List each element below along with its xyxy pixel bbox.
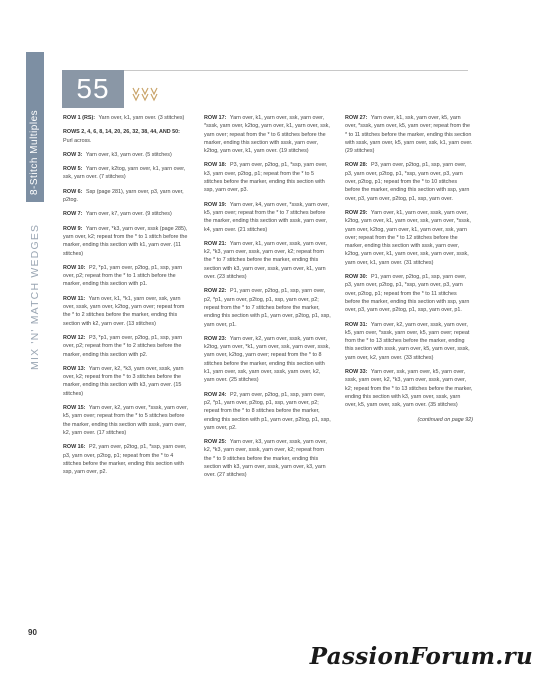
- row-text: Yarn over, k2, yarn over, sssk, yarn over, k2tog, yarn over, *k1, yarn over, ssk, yarn over, sssk, yarn over, k2tog, yarn over; repeat from the * to 8 stitches before the marker, ending this section with k1, yarn over, ssk, yarn over, sssk, yarn over, k2, yarn over. (25 stitches): [204, 335, 330, 384]
- instruction-row: [63, 188, 191, 205]
- sidebar: [0, 0, 44, 690]
- instruction-row: [204, 201, 332, 234]
- row-label: ROW 28:: [345, 162, 368, 169]
- instruction-row: [63, 165, 191, 182]
- row-label: ROW 17:: [204, 115, 227, 121]
- row-label: ROW 24:: [204, 391, 227, 398]
- instruction-row: [63, 151, 191, 159]
- instructions-column-2: [204, 114, 332, 486]
- row-text: Purl across.: [63, 137, 92, 144]
- row-text: Yarn over, k4, yarn over, *sssk, yarn over, k5, yarn over; repeat from the * to 7 stitches before the marker, ending this section with sssk, yarn over, k4, yarn over. (21 stitches): [204, 201, 329, 233]
- row-label: ROW 18:: [204, 162, 227, 169]
- instruction-row: [204, 438, 332, 479]
- row-text: Yarn over, k1, yarn over, sssk, yarn over, k2, *k3, yarn over, sssk, yarn over, k2; repeat from the * to 7 stitches before the marker, ending this section with k3, yarn over, sssk, yarn over, k1, yarn over. (23 stitches): [204, 240, 327, 281]
- row-text: P2, yarn over, p2tog, p1, *ssp, yarn over, p3, yarn over, p2tog, p1; repeat from the * to 4 stitches before the marker, ending this section with ssp, yarn over, p2.: [63, 444, 187, 476]
- row-text: Yarn over, k1, yarn over. (3 stitches): [98, 115, 185, 121]
- instruction-row: [63, 404, 191, 437]
- row-label: ROW 7:: [63, 211, 83, 218]
- instruction-row: [63, 443, 191, 476]
- chapter-label: MIX 'N' MATCH WEDGES: [29, 223, 41, 370]
- row-label: ROW 22:: [204, 288, 227, 295]
- row-label: ROW 33:: [345, 369, 368, 376]
- row-text: Yarn over, k1, ssk, yarn over, k5, yarn over, *sssk, yarn over, k5, yarn over; repeat from the * to 11 stitches before the marker, ending this section with sssk, yarn over, k5, yarn over, ssk, k1, yarn over. (29 stitches): [345, 115, 473, 155]
- instruction-row: [204, 287, 332, 328]
- row-label: ROW 3:: [63, 151, 83, 158]
- instruction-row: [63, 128, 191, 145]
- row-text: Yarn over, k2, yarn over, sssk, yarn over, k5, yarn over, *sssk, yarn over, k5, yarn over; repeat from the * to 13 stitches before the marker, ending this section with sssk, yarn over, k5, yarn over, sssk, yarn over, k2, yarn over. (33 stitches): [345, 321, 470, 361]
- instruction-row: [204, 161, 332, 194]
- row-text: P2, *p1, yarn over, p2tog, p1, ssp, yarn over, p2; repeat from the * to 1 stitch before the marker, ending this section with p1.: [63, 264, 183, 288]
- instruction-row: [204, 335, 332, 385]
- instruction-row: [345, 273, 473, 314]
- instruction-row: [345, 114, 473, 155]
- page-number: 90: [28, 628, 37, 637]
- row-label: ROW 10:: [63, 264, 86, 271]
- row-text: Yarn over, k2, yarn over, *sssk, yarn over, k5, yarn over; repeat from the * to 5 stitches before the marker, ending this section with sssk, yarn over, k2, yarn over. (17 stitches): [63, 405, 188, 436]
- instruction-row: [204, 240, 332, 281]
- row-text: Yarn over, k3, yarn over. (5 stitches): [85, 151, 172, 158]
- continued-note: (continued on page 92): [417, 416, 473, 423]
- row-label: ROW 31:: [345, 321, 368, 328]
- instruction-row: [63, 334, 191, 359]
- row-label: ROW 25:: [204, 439, 227, 446]
- instruction-row: [63, 365, 191, 398]
- instruction-row: [345, 161, 473, 202]
- instructions-column-1: [63, 114, 191, 482]
- row-text: P2, yarn over, p2tog, p1, ssp, yarn over, p2, *p1, yarn over, p2tog, p1, ssp, yarn over, p2; repeat from the * to 8 stitches before the marker, ending this section with p1, yarn over, p2tog, p1, ssp, yarn over, p2.: [204, 391, 331, 431]
- instruction-row: [204, 391, 332, 432]
- row-label: ROW 21:: [204, 240, 227, 247]
- row-label: ROW 12:: [63, 334, 86, 341]
- row-text: Yarn over, k1, yarn over, sssk, yarn over, k2tog, yarn over, k1, yarn over, ssk, yarn over, *sssk, yarn over, k2tog, yarn over, k1, yarn over, ssk, yarn over; repeat from the * to 12 stitches before the marker, ending this section with sssk, yarn over, k2tog, yarn over, k1, yarn over, ssk, yarn over, sssk, yarn over, k1, yarn over. (31 stitches): [345, 209, 471, 266]
- pattern-number-badge: 55: [62, 70, 124, 108]
- row-text: P1, yarn over, p2tog, p1, ssp, yarn over, p2, *p1, yarn over, p2tog, p1, ssp, yarn over, p2; repeat from the * to 7 stitches before the marker, ending this section with p1, yarn over, p2tog, p1, ssp, yarn over, p1.: [204, 288, 331, 328]
- row-text: Yarn over, k2, *k3, yarn over, sssk, yarn over, k2; repeat from the * to 3 stitches before the marker, ending this section with k3, yarn over. (15 stitches): [63, 365, 184, 397]
- row-text: Yarn over, *k3, yarn over, sssk (page 285), yarn over, k2; repeat from the * to 1 stitch before the marker, ending this section with k1, yarn over. (11 stitches): [63, 225, 188, 257]
- instruction-row: [345, 321, 473, 362]
- row-text: P3, yarn over, p2tog, p1, ssp, yarn over, p3, yarn over, p2tog, p1, *ssp, yarn over, p3, yarn over, p2tog, p1; repeat from the * to 10 stitches before the marker, ending this section with ssp, yarn over, p3, yarn over, p2tog, p1, ssp, yarn over.: [345, 162, 470, 202]
- row-text: P3, *p1, yarn over, p2tog, p1, ssp, yarn over, p2; repeat from the * to 2 stitches before the marker, ending this section with p2.: [63, 334, 183, 358]
- row-text: Ssp (page 281), yarn over, p3, yarn over, p2tog.: [63, 188, 184, 204]
- row-label: ROW 6:: [63, 188, 83, 195]
- watermark: PassionForum.ru: [309, 643, 533, 670]
- instruction-row: [345, 209, 473, 267]
- row-label: ROW 16:: [63, 444, 86, 451]
- instruction-row: [63, 225, 191, 258]
- row-label: ROW 19:: [204, 201, 227, 208]
- row-label: ROW 5:: [63, 166, 83, 173]
- row-text: P1, yarn over, p2tog, p1, ssp, yarn over, p3, yarn over, p2tog, p1, *ssp, yarn over, p3, yarn over, p2tog, p1; repeat from the * to 11 stitches before the marker, ending this section with ssp, yarn over, p3, yarn over, p2tog, p1, ssp, yarn over, p1.: [345, 274, 470, 314]
- row-text: Yarn over, k7, yarn over. (9 stitches): [85, 211, 172, 218]
- instruction-row: [63, 210, 191, 218]
- row-label: ROWS 2, 4, 6, 8, 14, 20, 26, 32, 38, 44, AND 50:: [63, 129, 180, 136]
- row-text: Yarn over, k2tog, yarn over, k1, yarn over, ssk, yarn over. (7 stitches): [63, 166, 186, 181]
- row-label: ROW 23:: [204, 335, 227, 342]
- instruction-row: [63, 114, 191, 122]
- row-text: Yarn over, k3, yarn over, sssk, yarn over, k2, *k3, yarn over, sssk, yarn over, k2; repeat from the * to 9 stitches before the marker, ending this section with k3, yarn over, sssk, yarn over, k3, yarn over. (27 stitches): [204, 439, 327, 479]
- row-label: ROW 29:: [345, 209, 368, 216]
- instruction-row: [63, 264, 191, 289]
- instruction-row: [345, 368, 473, 409]
- row-text: Yarn over, k1, *k1, yarn over, ssk, yarn over, sssk, yarn over, k2tog, yarn over; repeat from the * to 2 stitches before the marker, ending this section with k2, yarn over. (13 stitches): [63, 295, 185, 327]
- row-text: Yarn over, ssk, yarn over, k5, yarn over, sssk, yarn over, k2, *k3, yarn over, sssk, yarn over, k2; repeat from the * to 13 stitches before the marker, ending this section with k3, yarn over, sssk, yarn over, k5, yarn over, ssk, yarn over. (35 stitches): [345, 369, 473, 409]
- instruction-row: [204, 114, 332, 155]
- row-label: ROW 11:: [63, 295, 86, 302]
- row-label: ROW 15:: [63, 405, 86, 412]
- row-label: ROW 1 (RS):: [63, 115, 96, 121]
- row-text: P3, yarn over, p2tog, p1, *ssp, yarn over, k3, yarn over, p2tog, p1; repeat from the * to 5 stitches before the marker, ending this section with ssp, yarn over, p3.: [204, 162, 328, 194]
- row-label: ROW 13:: [63, 365, 86, 372]
- wedge-chart-icon: [132, 86, 158, 102]
- row-label: ROW 27:: [345, 115, 368, 121]
- row-label: ROW 30:: [345, 274, 368, 281]
- instruction-row: [63, 295, 191, 328]
- row-label: ROW 9:: [63, 225, 83, 232]
- instructions-column-3: [345, 114, 473, 424]
- section-label: 8-Stitch Multiples: [29, 109, 40, 195]
- row-text: Yarn over, k1, yarn over, ssk, yarn over, *sssk, yarn over, k2tog, yarn over, k1, yarn over, ssk, yarn over; repeat from the * to 6 stitches before the marker, ending this section with sssk, yarn over, k2tog, yarn over, k1, yarn over. (19 stitches): [204, 115, 330, 155]
